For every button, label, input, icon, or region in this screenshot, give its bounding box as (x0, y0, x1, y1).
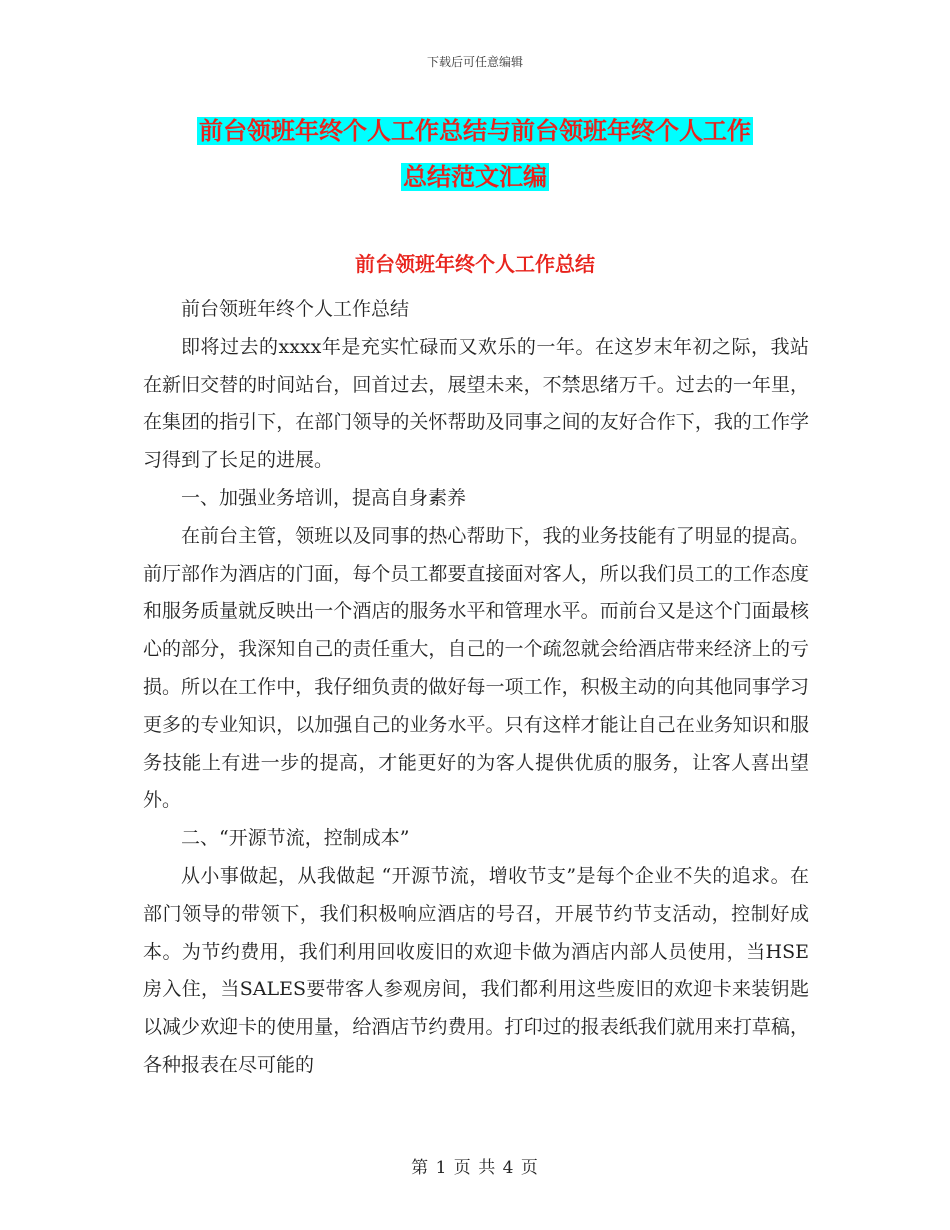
document-title (0, 108, 950, 200)
paragraph: 即将过去的xxxx年是充实忙碌而又欢乐的一年。在这岁末年初之际，我站在新旧交替的时间站台，回首过去，展望未来，不禁思绪万千。过去的一年里，在集团的指引下，在部门领导的关怀帮助及同事之间的友好合作下，我的工作学习得到了长足的进展。 (143, 335, 809, 472)
document-body (143, 291, 809, 1085)
page-footer: 第 1 页 共 4 页 (411, 1158, 539, 1178)
paragraph: 从小事做起，从我做起 “开源节流，增收节支”是每个企业不失的追求。在部门领导的带领下，我们积极响应酒店的号召，开展节约节支活动，控制好成本。为节约费用，我们利用回收废旧的欢迎卡做为酒店内部人员使用，当HSE房入住，当SALES要带客人参观房间，我们都利用这些废旧的欢迎卡来装钥匙以减少欢迎卡的使用量，给酒店节约费用。打印过的报表纸我们就用来打草稿，各种报表在尽可能的 (143, 864, 809, 1076)
section-title: 前台领班年终个人工作总结 (355, 252, 595, 276)
paragraph-heading: 一、加强业务培训，提高自身素养 (181, 486, 467, 509)
paragraph-heading: 二、“开源节流，控制成本” (181, 827, 410, 850)
document-title-line-1: 前台领班年终个人工作总结与前台领班年终个人工作 (199, 117, 751, 145)
paragraph: 前台领班年终个人工作总结 (181, 298, 410, 320)
page-header-note: 下载后可任意编辑 (426, 55, 523, 69)
document-title-line-2: 总结范文汇编 (403, 163, 547, 191)
paragraph: 在前台主管，领班以及同事的热心帮助下，我的业务技能有了明显的提高。前厅部作为酒店的门面，每个员工都要直接面对客人，所以我们员工的工作态度和服务质量就反映出一个酒店的服务水平和管理水平。而前台又是这个门面最核心的部分，我深知自己的责任重大，自己的一个疏忽就会给酒店带来经济上的亏损。所以在工作中，我仔细负责的做好每一项工作，积极主动的向其他同事学习更多的专业知识，以加强自己的业务水平。只有这样才能让自己在业务知识和服务技能上有进一步的提高，才能更好的为客人提供优质的服务，让客人喜出望外。 (143, 524, 809, 812)
